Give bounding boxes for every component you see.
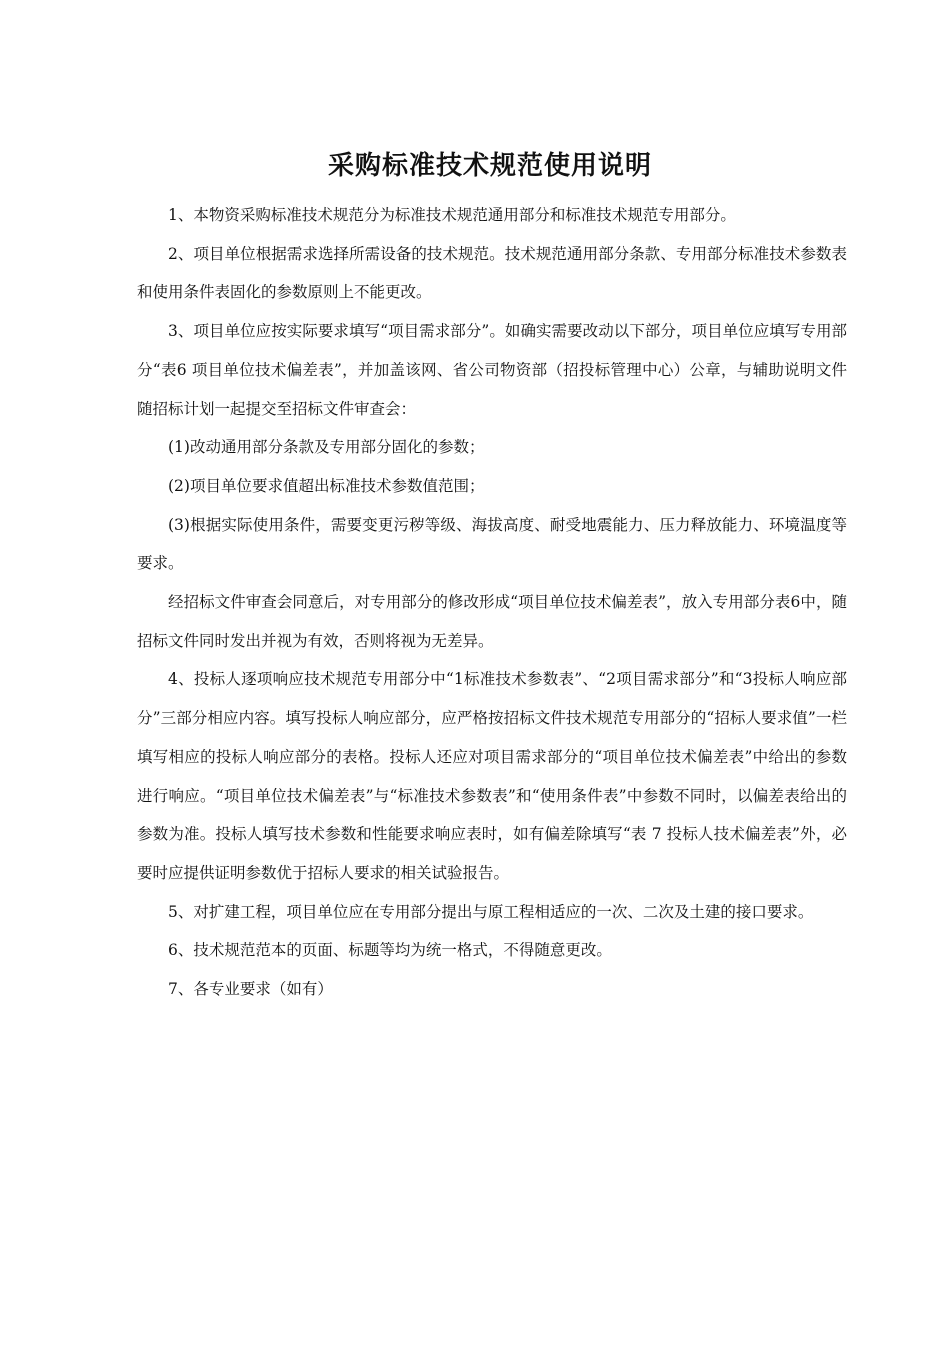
paragraph-4: 4、投标人逐项响应技术规范专用部分中“1标准技术参数表”、“2项目需求部分”和“3投标人响应部分”三部分相应内容。填写投标人响应部分，应严格按招标文件技术规范专用部分的“招标人要求值”一栏填写相应的投标人响应部分的表格。投标人还应对项目需求部分的“项目单位技术偏差表”中给出的参数进行响应。“项目单位技术偏差表”与“标准技术参数表”和“使用条件表”中参数不同时，以偏差表给出的参数为准。投标人填写技术参数和性能要求响应表时，如有偏差除填写“表 7 投标人技术偏差表”外，必要时应提供证明参数优于招标人要求的相关试验报告。 xyxy=(137,670,847,882)
paragraph-3-item-2: (2)项目单位要求值超出标准技术参数值范围； xyxy=(168,476,485,495)
paragraph-7: 7、各专业要求（如有） xyxy=(168,980,333,999)
paragraph-3: 3、项目单位应按实际要求填写“项目需求部分”。如确实需要改动以下部分，项目单位应填写专用部分“表6 项目单位技术偏差表”，并加盖该网、省公司物资部（招投标管理中心）公章，与辅助说明文件随招标计划一起提交至招标文件审查会： xyxy=(137,322,847,418)
paragraph-3-item-3: (3)根据实际使用条件，需要变更污秽等级、海拔高度、耐受地震能力、压力释放能力、环境温度等要求。 xyxy=(137,515,847,573)
paragraph-1: 1、本物资采购标准技术规范分为标准技术规范通用部分和标准技术规范专用部分。 xyxy=(168,206,736,224)
document-title: 采购标准技术规范使用说明 xyxy=(327,151,652,181)
paragraph-5: 5、对扩建工程，项目单位应在专用部分提出与原工程相适应的一次、二次及土建的接口要求。 xyxy=(168,902,814,921)
paragraph-2: 2、项目单位根据需求选择所需设备的技术规范。技术规范通用部分条款、专用部分标准技术参数表和使用条件表固化的参数原则上不能更改。 xyxy=(137,244,847,302)
paragraph-3-item-1: (1)改动通用部分条款及专用部分固化的参数； xyxy=(168,438,485,457)
paragraph-3-note: 经招标文件审查会同意后，对专用部分的修改形成“项目单位技术偏差表”，放入专用部分表6中，随招标文件同时发出并视为有效，否则将视为无差异。 xyxy=(137,593,847,650)
paragraph-6: 6、技术规范范本的页面、标题等均为统一格式，不得随意更改。 xyxy=(168,941,612,960)
document-body xyxy=(137,196,847,1009)
